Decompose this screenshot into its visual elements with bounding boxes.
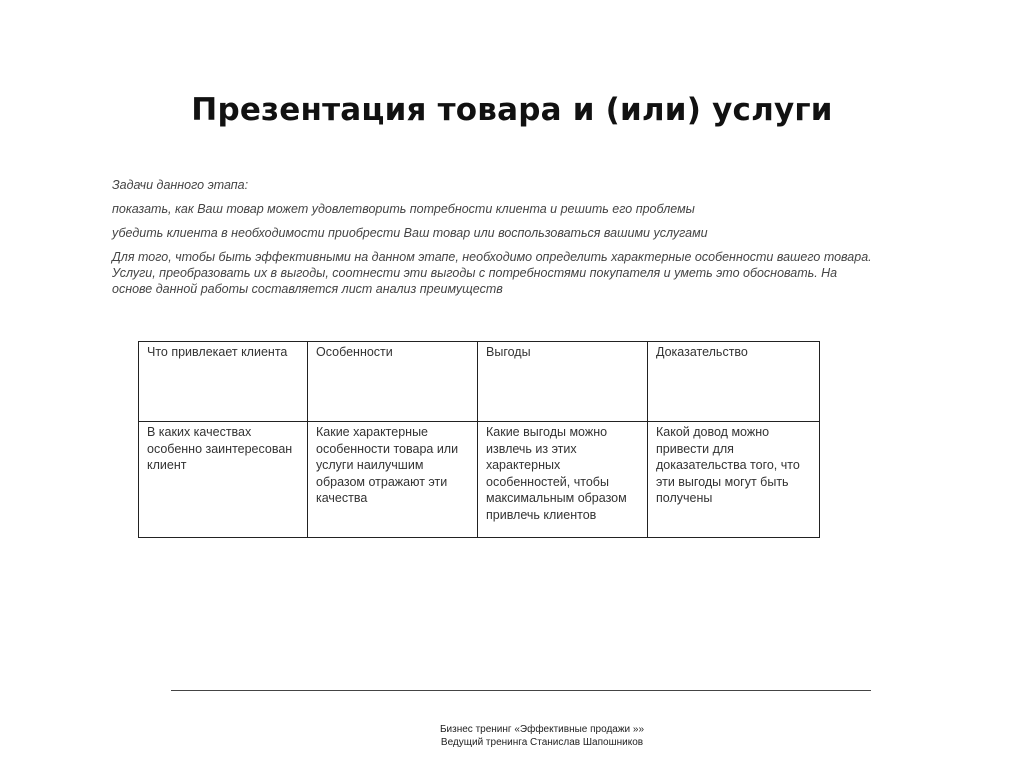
slide-title: Презентация товара и (или) услуги bbox=[191, 92, 833, 128]
advantages-table bbox=[138, 341, 820, 538]
table-row bbox=[139, 422, 820, 538]
intro-paragraph: Для того, чтобы быть эффективными на данном этапе, необходимо определить характерные особенности вашего товара. Услуги, преобразовать их в выгоды, соотнести эти выгоды с потребностями покупателя и уметь это обосновать. На основе данной работы составляется лист анализ преимуществ bbox=[112, 250, 872, 296]
header-cell-benefits: Выгоды bbox=[478, 342, 648, 422]
cell-benefits: Какие выгоды можно извлечь из этих характерных особенностей, чтобы максимальным образом привлечь клиентов bbox=[478, 422, 648, 538]
cell-attraction: В каких качествах особенно заинтересован клиент bbox=[139, 422, 308, 538]
header-cell-features: Особенности bbox=[308, 342, 478, 422]
intro-task-2: убедить клиента в необходимости приобрести Ваш товар или воспользоваться вашими услугами bbox=[112, 226, 708, 240]
table-header-row bbox=[139, 342, 820, 422]
footer bbox=[0, 723, 1024, 749]
intro-heading: Задачи данного этапа: bbox=[112, 178, 249, 192]
cell-features: Какие характерные особенности товара или услуги наилучшим образом отражают эти качества bbox=[308, 422, 478, 538]
intro-task-1: показать, как Ваш товар может удовлетворить потребности клиента и решить его проблемы bbox=[112, 202, 695, 216]
header-cell-attraction: Что привлекает клиента bbox=[139, 342, 308, 422]
footer-divider bbox=[171, 690, 871, 691]
cell-proof: Какой довод можно привести для доказательства того, что эти выгоды могут быть получены bbox=[648, 422, 820, 538]
header-cell-proof: Доказательство bbox=[648, 342, 820, 422]
footer-training-name: Бизнес тренинг «Эффективные продажи »» bbox=[439, 724, 645, 735]
footer-trainer-name: Ведущий тренинга Станислав Шапошников bbox=[440, 737, 644, 748]
intro-block bbox=[112, 177, 872, 297]
